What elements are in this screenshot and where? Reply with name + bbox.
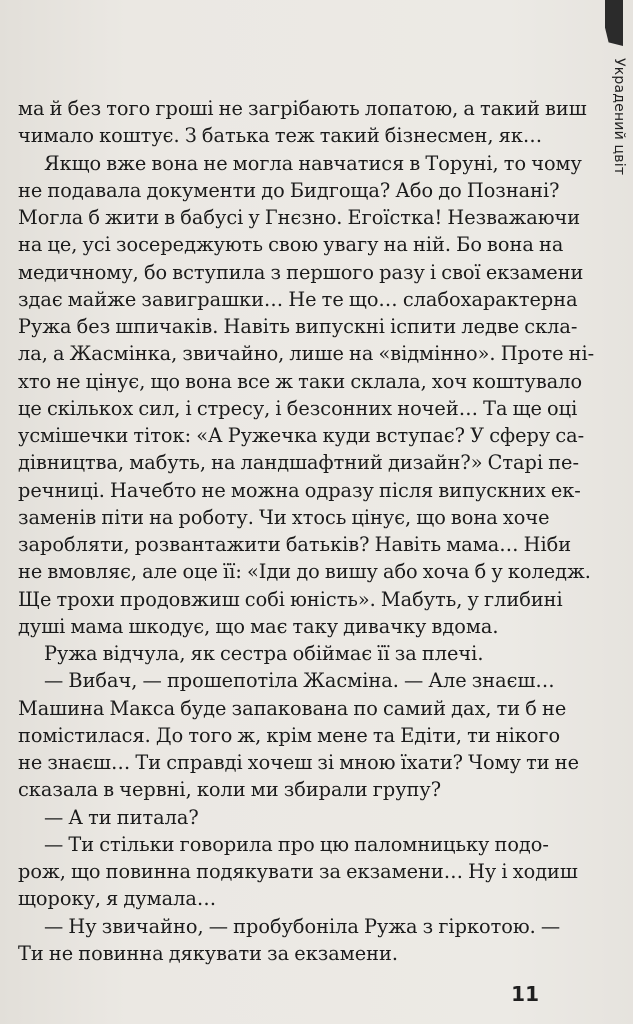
text-line: чимало коштує. З батька теж такий бізнесмен, як… [18,124,543,148]
text-line: — А ти питала? [44,805,199,829]
text-line: здає майже завиграшки… Не те що… слабохарактерна [18,287,578,311]
text-line: не подавала документи до Бидгоща? Або до Познані? [18,178,560,202]
text-line: це скількох сил, і стресу, і безсонних ночей… Та ще оці [18,396,578,420]
text-line: рож, що повинна подякувати за екзамени… Ну і ходиш [18,860,578,883]
text-line: сказала в червні, коли ми збирали групу? [18,778,442,802]
text-line: Машина Макса буде запакована по самий дах, ти б не [18,696,567,720]
running-head: Украдений цвіт [611,58,627,176]
text-line: ма й без того гроші не загрібають лопатою, а такий виш [18,97,587,120]
text-line: душі мама шкодує, що має таку дивачку вдома. [18,614,499,638]
text-line: речниці. Начебто не можна одразу після випускних ек- [18,478,581,502]
text-line: — Ну звичайно, — пробубоніла Ружа з гіркотою. — [44,914,561,938]
text-line: на це, усі зосереджують свою увагу на ній. Бо вона на [18,233,564,257]
body-text [18,95,595,967]
text-line: дівництва, мабуть, на ландшафтний дизайн?» Старі пе- [18,451,579,475]
text-line: — Ти стільки говорила про цю паломницьку подо- [44,832,549,856]
text-line: Якщо вже вона не могла навчатися в Торуні, то чому [44,151,582,175]
edge-thumb-mark [605,0,623,46]
text-line: Ружа без шпичаків. Навіть випускні іспити ледве скла- [18,315,578,338]
text-line: заменів піти на роботу. Чи хтось цінує, що вона хоче [18,505,550,529]
text-line: щороку, я думала… [18,887,217,911]
text-line: не знаєш… Ти справді хочеш зі мною їхати? Чому ти не [18,751,580,774]
text-line: Ружа відчула, як сестра обіймає її за плечі. [44,642,484,665]
text-line: помістилася. До того ж, крім мене та Едіти, ти нікого [18,723,561,747]
text-line: хто не цінує, що вона все ж таки склала, хоч коштувало [18,369,583,393]
text-line: усмішечки тіток: «А Ружечка куди вступає? У сферу са- [18,424,585,447]
text-line: — Вибач, — прошепотіла Жасміна. — Але знаєш… [44,669,555,693]
page-number: 11 [511,982,539,1006]
text-line: не вмовляє, але оце її: «Іди до вишу або хоча б у коледж. [18,560,591,584]
text-line: Ти не повинна дякувати за екзамени. [18,941,399,965]
text-line: Ще трохи продовжиш собі юність». Мабуть, у глибині [18,587,563,611]
text-line: медичному, бо вступила з першого разу і свої екзамени [18,260,584,284]
text-line: заробляти, розвантажити батьків? Навіть мама… Ніби [18,533,572,556]
text-line: Могла б жити в бабусі у Гнєзно. Егоїстка! Незважаючи [18,206,581,229]
text-line: ла, а Жасмінка, звичайно, лише на «відмінно». Проте ні- [18,342,595,366]
